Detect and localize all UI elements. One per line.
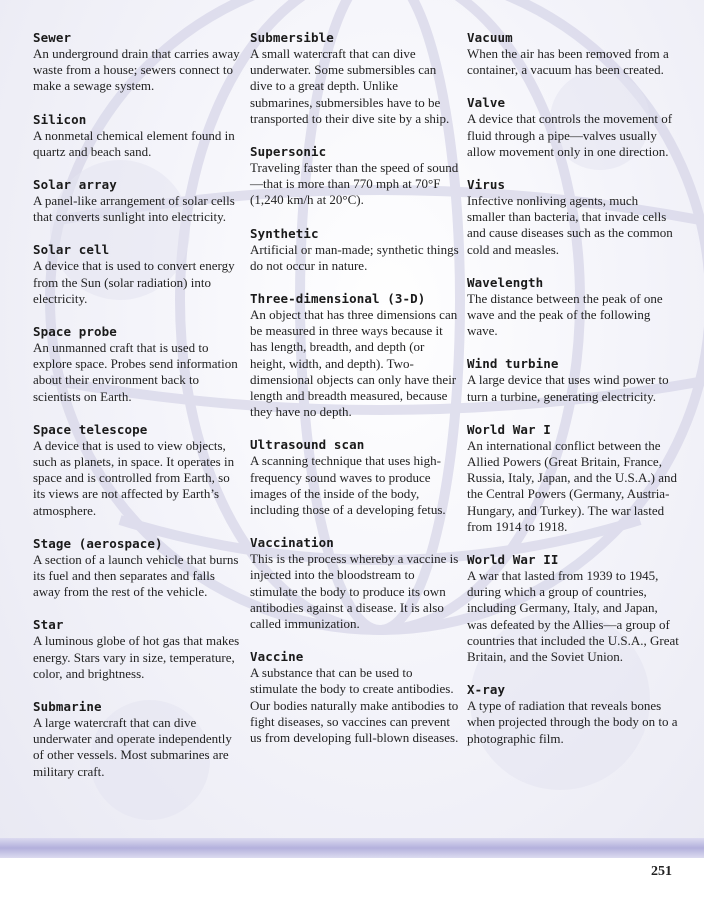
glossary-term: X-ray <box>467 682 506 698</box>
glossary-entry <box>467 422 679 535</box>
page-number: 251 <box>651 864 672 879</box>
glossary-term: Submarine <box>33 699 102 715</box>
glossary-term: Space probe <box>33 324 117 340</box>
glossary-entry <box>33 536 243 601</box>
glossary-term: Three-dimensional (3-D) <box>250 291 426 307</box>
glossary-term: Stage (aerospace) <box>33 535 163 551</box>
glossary-term: Vaccine <box>250 649 304 665</box>
glossary-definition: An underground drain that carries away waste from a house; sewers connect to make a sewage system. <box>33 46 240 94</box>
glossary-definition: The distance between the peak of one wave and the peak of the following wave. <box>467 290 663 339</box>
glossary-term: Wind turbine <box>467 356 559 372</box>
glossary-term: World War II <box>467 552 559 568</box>
glossary-entry <box>33 422 243 519</box>
glossary-term: Star <box>33 617 64 633</box>
glossary-definition: A device that is used to convert energy from the Sun (solar radiation) into electricity. <box>33 258 235 306</box>
glossary-definition: A nonmetal chemical element found in quartz and beach sand. <box>33 127 235 159</box>
glossary-entry <box>467 95 679 160</box>
glossary-term: Synthetic <box>250 225 319 241</box>
glossary-definition: Traveling faster than the speed of sound—that is more than 770 mph at 70°F (1,240 km/h at 20°C). <box>250 160 459 208</box>
glossary-definition: When the air has been removed from a container, a vacuum has been created. <box>467 46 669 78</box>
glossary-definition: A small watercraft that can dive underwater. Some submersibles can dive to a great depth. Unlike submarines, submersibles have to be transported to their dive site by a ship. <box>250 46 450 126</box>
glossary-definition: A substance that can be used to stimulate the body to create antibodies. Our bodies naturally make antibodies to fight diseases, so vaccines can prevent us from developing full-blown diseases. <box>250 665 459 746</box>
glossary-definition: This is the process whereby a vaccine is injected into the bloodstream to stimulate the body to produce its own antibodies against a disease. It is also called immunization. <box>250 551 459 632</box>
glossary-entry <box>33 699 243 780</box>
glossary-entry <box>467 552 679 665</box>
glossary-term: Ultrasound scan <box>250 437 365 453</box>
glossary-term: Solar cell <box>33 242 110 258</box>
glossary-term: Vacuum <box>467 30 513 45</box>
glossary-entry <box>250 30 460 127</box>
glossary-entry <box>33 112 243 160</box>
glossary-term: Wavelength <box>467 274 544 290</box>
glossary-term: Solar array <box>33 177 117 193</box>
glossary-entry <box>467 356 679 404</box>
glossary-definition: A device that is used to view objects, such as planets, in space. It operates in space and is controlled from Earth, so its views are not affected by Earth’s atmosphere. <box>33 437 235 518</box>
glossary-entry <box>33 617 243 682</box>
glossary-entry <box>467 30 679 78</box>
glossary-entry <box>250 291 460 420</box>
glossary-entry <box>250 649 460 746</box>
glossary-definition: A large watercraft that can dive underwater and operate independently of other vessels. Most submarines are military craft. <box>33 715 232 779</box>
glossary-term: Sewer <box>33 30 72 45</box>
footer-band <box>0 838 704 858</box>
glossary-definition: A scanning technique that uses high-frequency sound waves to produce images of the inside of the body, including those of a developing fetus. <box>250 453 446 518</box>
glossary-entry <box>250 437 460 518</box>
glossary-definition: A section of a launch vehicle that burns its fuel and then separates and falls away from the rest of the vehicle. <box>33 551 239 600</box>
glossary-term: Silicon <box>33 111 87 127</box>
glossary-column-1 <box>33 30 243 797</box>
glossary-term: Vaccination <box>250 535 334 551</box>
glossary-definition: Infective nonliving agents, much smaller than bacteria, that invade cells and cause diseases such as the common cold and measles. <box>467 193 673 257</box>
glossary-definition: A war that lasted from 1939 to 1945, during which a group of countries, including Germany, Italy, and Japan, was defeated by the Allies—a group of countries that included the U.S.A., Great Britain, and the Soviet Union. <box>467 568 679 665</box>
glossary-entry <box>250 226 460 274</box>
glossary-term: Space telescope <box>33 421 148 437</box>
glossary-term: Virus <box>467 177 506 193</box>
glossary-column-3 <box>467 30 679 764</box>
glossary-entry <box>467 682 679 747</box>
glossary-term: Submersible <box>250 30 334 45</box>
glossary-term: Supersonic <box>250 144 327 160</box>
glossary-entry <box>250 535 460 632</box>
glossary-definition: A type of radiation that reveals bones when projected through the body on to a photographic film. <box>467 698 678 746</box>
glossary-definition: An international conflict between the Allied Powers (Great Britain, France, Russia, Italy, Japan, and the U.S.A.) and the Central Powers (Germany, Austria-Hungary, and Turkey). The war lasted from 1914 to 1918. <box>467 437 678 534</box>
glossary-entry <box>467 275 679 340</box>
glossary-definition: A device that controls the movement of fluid through a pipe—valves usually allow movement only in one direction. <box>467 111 673 159</box>
glossary-entry <box>33 177 243 225</box>
glossary-definition: An object that has three dimensions can be measured in three ways because it has length, breadth, and depth (or height, width, and depth). Two-dimensional objects can only have their length and breadth measured, because they have no depth. <box>250 307 458 420</box>
glossary-entry <box>250 144 460 209</box>
glossary-column-2 <box>250 30 460 763</box>
glossary-definition: An unmanned craft that is used to explore space. Probes send information about their environment back to scientists on Earth. <box>33 340 238 404</box>
glossary-entry <box>467 177 679 258</box>
glossary-entry <box>33 242 243 307</box>
glossary-definition: A luminous globe of hot gas that makes energy. Stars vary in size, temperature, color, and brightness. <box>33 633 240 681</box>
glossary-entry <box>33 324 243 405</box>
glossary-entry <box>33 30 243 95</box>
glossary-term: World War I <box>467 421 551 437</box>
glossary-definition: A panel-like arrangement of solar cells that converts sunlight into electricity. <box>33 193 235 225</box>
footer-area <box>0 858 704 900</box>
glossary-definition: A large device that uses wind power to turn a turbine, generating electricity. <box>467 372 669 404</box>
glossary-definition: Artificial or man-made; synthetic things do not occur in nature. <box>250 241 459 273</box>
glossary-term: Valve <box>467 95 506 111</box>
